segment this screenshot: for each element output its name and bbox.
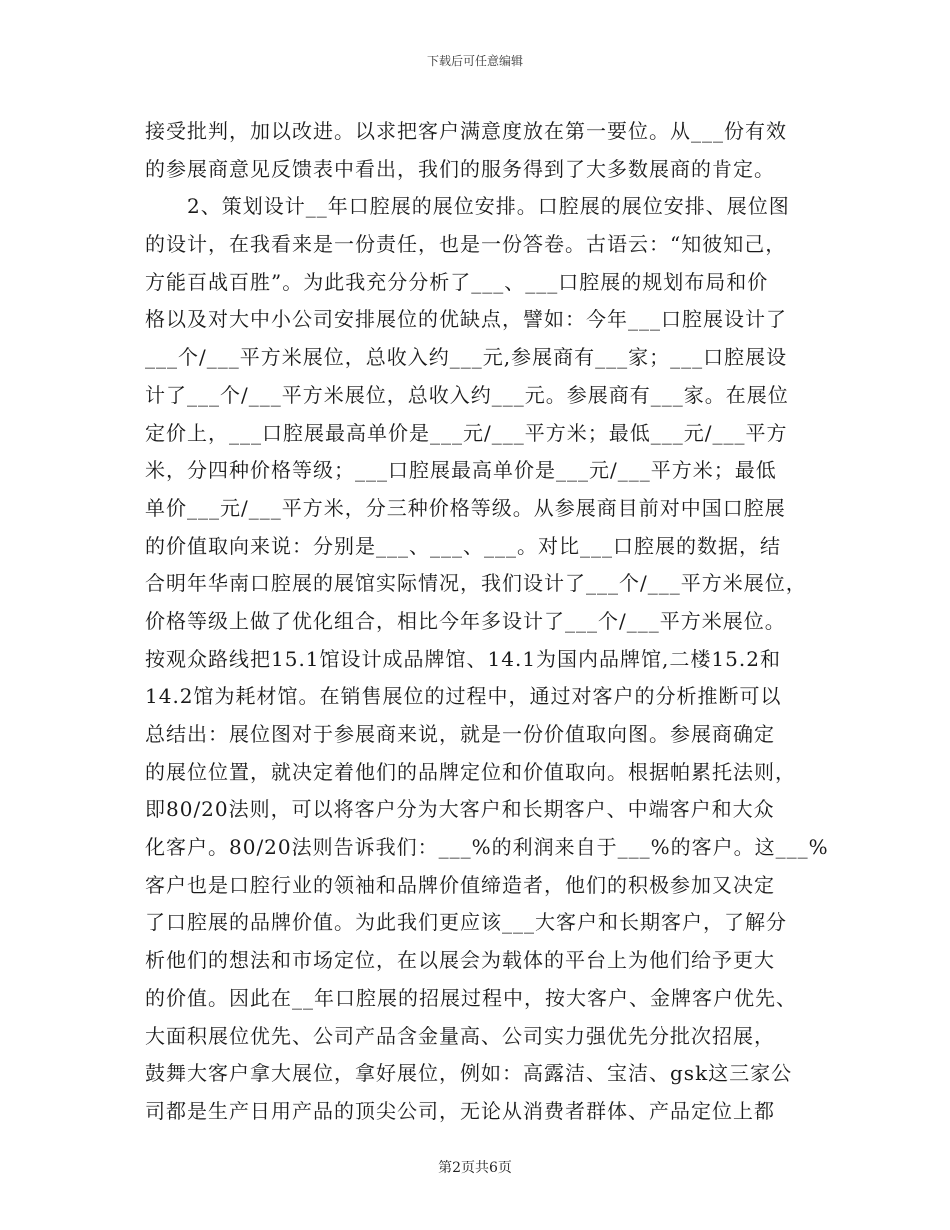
text-line: 米，分四种价格等级；___口腔展最高单价是___元/___平方米；最低 bbox=[145, 458, 777, 483]
text-line: 价格等级上做了优化组合，相比今年多设计了___个/___平方米展位。 bbox=[145, 608, 786, 633]
text-line: 司都是生产日用产品的顶尖公司，无论从消费者群体、产品定位上都 bbox=[145, 1098, 775, 1123]
text-line: 接受批判，加以改进。以求把客户满意度放在第一要位。从___份有效 bbox=[145, 119, 787, 143]
text-line: 方能百战百胜”。为此我充分分析了___、___口腔展的规划布局和价 bbox=[145, 269, 769, 294]
text-line: 按观众路线把15.1馆设计成品牌馆、14.1为国内品牌馆,二楼15.2和 bbox=[145, 646, 781, 671]
text-line: 14.2馆为耗材馆。在销售展位的过程中，通过对客户的分析推断可以 bbox=[145, 684, 782, 709]
page-header: 下载后可任意编辑 bbox=[426, 54, 523, 68]
text-line: 析他们的想法和市场定位，在以展会为载体的平台上为他们给予更大 bbox=[145, 948, 775, 973]
text-line: 计了___个/___平方米展位，总收入约___元。参展商有___家。在展位 bbox=[145, 382, 789, 407]
text-line: 大面积展位优先、公司产品含金量高、公司实力强优先分批次招展， bbox=[145, 1023, 775, 1048]
text-line: 的参展商意见反馈表中看出，我们的服务得到了大多数展商的肯定。 bbox=[145, 156, 775, 181]
text-line: ___个/___平方米展位，总收入约___元,参展商有___家；___口腔展设 bbox=[145, 345, 788, 370]
text-line: 合明年华南口腔展的展馆实际情况，我们设计了___个/___平方米展位， bbox=[145, 571, 807, 596]
text-line: 2、策划设计__年口腔展的展位安排。口腔展的展位安排、展位图 bbox=[145, 194, 790, 219]
text-line: 客户也是口腔行业的领袖和品牌价值缔造者，他们的积极参加又决定 bbox=[145, 872, 775, 897]
text-line: 总结出：展位图对于参展商来说，就是一份价值取向图。参展商确定 bbox=[145, 722, 775, 746]
document-body bbox=[145, 113, 829, 1131]
text-line: 的价值。因此在__年口腔展的招展过程中，按大客户、金牌客户优先、 bbox=[145, 985, 797, 1010]
page-footer: 第2页共6页 bbox=[438, 1160, 512, 1176]
text-line: 了口腔展的品牌价值。为此我们更应该___大客户和长期客户，了解分 bbox=[145, 910, 787, 935]
text-line: 定价上，___口腔展最高单价是___元/___平方米；最低___元/___平方 bbox=[145, 420, 788, 445]
text-line: 的展位位置，就决定着他们的品牌定位和价值取向。根据帕累托法则， bbox=[145, 759, 796, 784]
text-line: 格以及对大中小公司安排展位的优缺点，譬如：今年___口腔展设计了 bbox=[145, 307, 787, 332]
text-line: 的价值取向来说：分别是___、___、___。对比___口腔展的数据，结 bbox=[145, 533, 781, 558]
text-line: 即80/20法则，可以将客户分为大客户和长期客户、中端客户和大众 bbox=[145, 797, 775, 822]
text-line: 鼓舞大客户拿大展位，拿好展位，例如：高露洁、宝洁、gsk这三家公 bbox=[145, 1061, 793, 1086]
text-line: 单价___元/___平方米，分三种价格等级。从参展商目前对中国口腔展 bbox=[145, 495, 786, 520]
text-line: 化客户。80/20法则告诉我们：___%的利润来自于___%的客户。这___% bbox=[145, 835, 829, 860]
text-line: 的设计，在我看来是一份责任，也是一份答卷。古语云：“知彼知己， bbox=[145, 232, 787, 257]
